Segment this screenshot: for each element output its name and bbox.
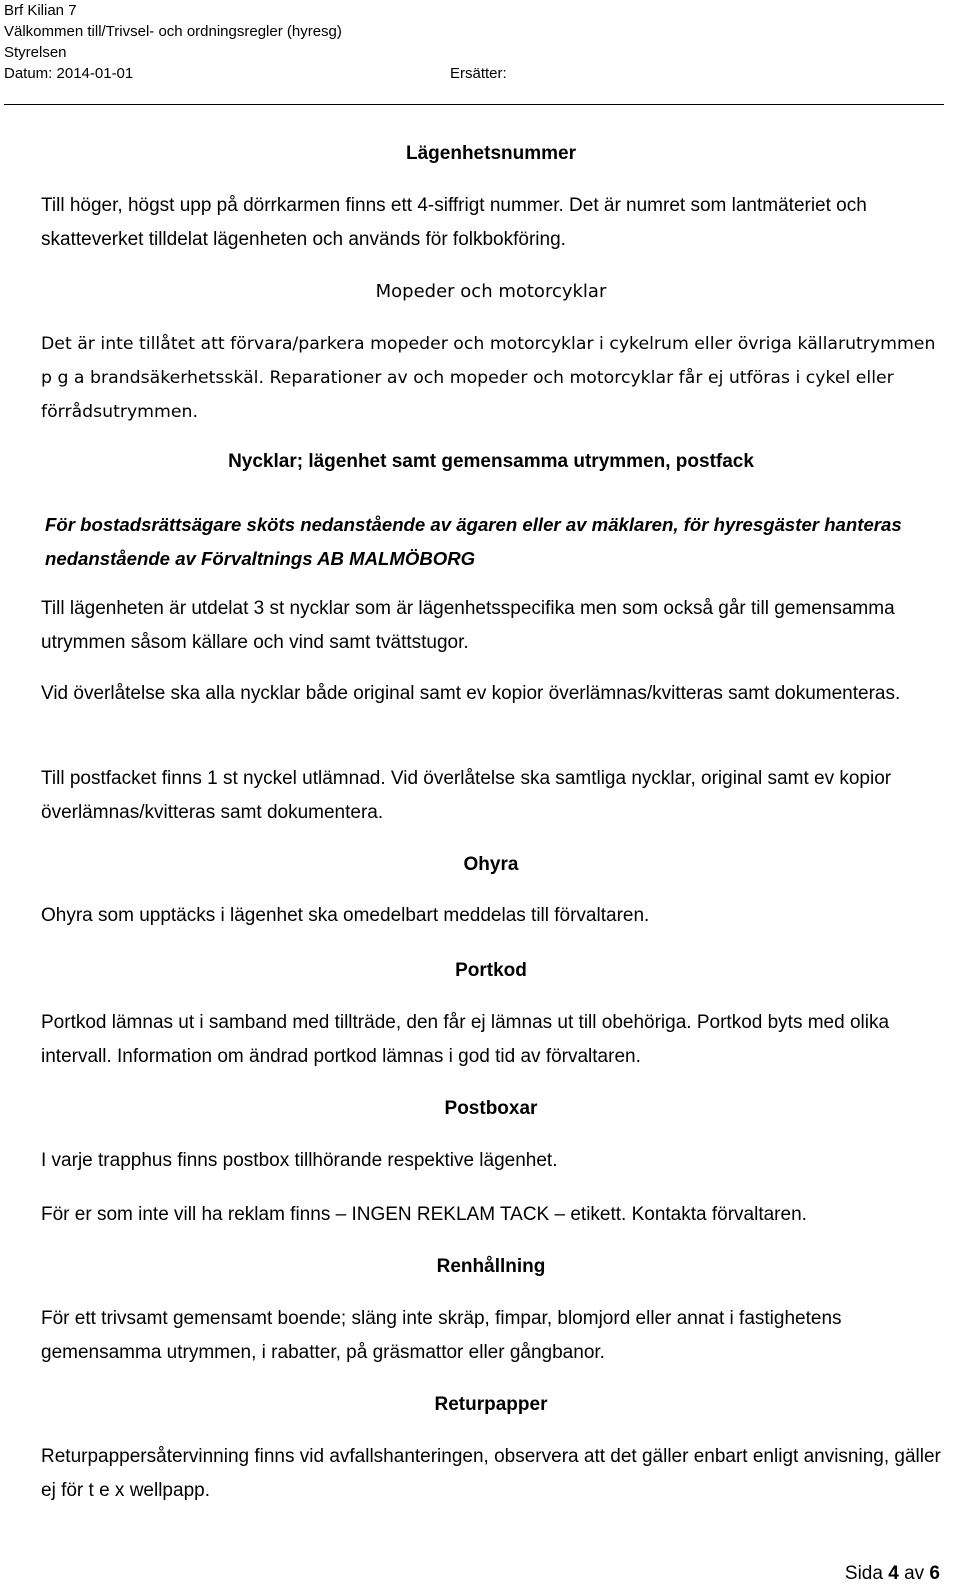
- heading-ohyra: Ohyra: [463, 854, 519, 875]
- replaces-label: Ersätter:: [450, 65, 507, 82]
- paragraph-returpapper: Returpappersåtervinning finns vid avfallshanteringen, observera att det gäller enbart enligt anvisning, gäller ej för t e x wellpapp.: [41, 1446, 941, 1501]
- page-total: 6: [929, 1563, 940, 1584]
- association-name: Brf Kilian 7: [4, 2, 77, 19]
- document-title: Välkommen till/Trivsel- och ordningsregler (hyresg): [4, 23, 342, 40]
- paragraph-nycklar-3: Till postfacket finns 1 st nyckel utlämnad. Vid överlåtelse ska samtliga nycklar, original samt ev kopior överlämnas/kvitteras samt dokumentera.: [41, 768, 892, 823]
- heading-portkod: Portkod: [455, 960, 527, 981]
- paragraph-nycklar-2: Vid överlåtelse ska alla nycklar både original samt ev kopior överlämnas/kvitteras samt dokumenteras.: [41, 683, 901, 704]
- issuer: Styrelsen: [4, 44, 67, 61]
- nycklar-italic-note: För bostadsrättsägare sköts nedanstående av ägaren eller av mäklaren, för hyresgäster hanteras nedanstående av Förvaltnings AB MALMÖBORG: [45, 514, 902, 569]
- page-prefix: Sida: [844, 1563, 883, 1584]
- heading-postboxar: Postboxar: [444, 1098, 538, 1119]
- paragraph-postboxar-2: För er som inte vill ha reklam finns – INGEN REKLAM TACK – etikett. Kontakta förvaltaren.: [41, 1204, 807, 1225]
- heading-renhallning: Renhållning: [436, 1256, 546, 1277]
- heading-mopeder: Mopeder och motorcyklar: [375, 281, 607, 302]
- page-current: 4: [888, 1563, 899, 1584]
- paragraph-mopeder: Det är inte tillåtet att förvara/parkera mopeder och motorcyklar i cykelrum eller övriga källarutrymmen p g a brandsäkerhetsskäl. Reparationer av och mopeder och motorcyklar får ej utföras i cykel eller förrådsutrymmen.: [41, 334, 936, 422]
- paragraph-portkod: Portkod lämnas ut i samband med tillträde, den får ej lämnas ut till obehöriga. Portkod byts med olika intervall. Information om ändrad portkod lämnas i god tid av förvaltaren.: [41, 1012, 890, 1067]
- paragraph-postboxar-1: I varje trapphus finns postbox tillhörande respektive lägenhet.: [41, 1150, 558, 1171]
- page-middle: av: [904, 1563, 925, 1584]
- paragraph-lagenhetsnummer: Till höger, högst upp på dörrkarmen finns ett 4-siffrigt nummer. Det är numret som lantmäteriet och skatteverket tilldelat lägenheten och används för folkbokföring.: [41, 195, 867, 250]
- heading-lagenhetsnummer: Lägenhetsnummer: [406, 143, 576, 164]
- paragraph-nycklar-1: Till lägenheten är utdelat 3 st nycklar som är lägenhetsspecifika men som också går till gemensamma utrymmen såsom källare och vind samt tvättstugor.: [41, 598, 895, 653]
- document-date: Datum: 2014-01-01: [4, 65, 134, 82]
- paragraph-renhallning: För ett trivsamt gemensamt boende; släng inte skräp, fimpar, blomjord eller annat i fastighetens gemensamma utrymmen, i rabatter, på gräsmattor eller gångbanor.: [41, 1308, 842, 1363]
- paragraph-ohyra: Ohyra som upptäcks i lägenhet ska omedelbart meddelas till förvaltaren.: [41, 905, 650, 926]
- page-header: [4, 0, 944, 84]
- header-divider: [4, 104, 944, 105]
- heading-nycklar: Nycklar; lägenhet samt gemensamma utrymmen, postfack: [228, 451, 754, 472]
- heading-returpapper: Returpapper: [434, 1394, 548, 1415]
- page-number: [845, 1563, 940, 1585]
